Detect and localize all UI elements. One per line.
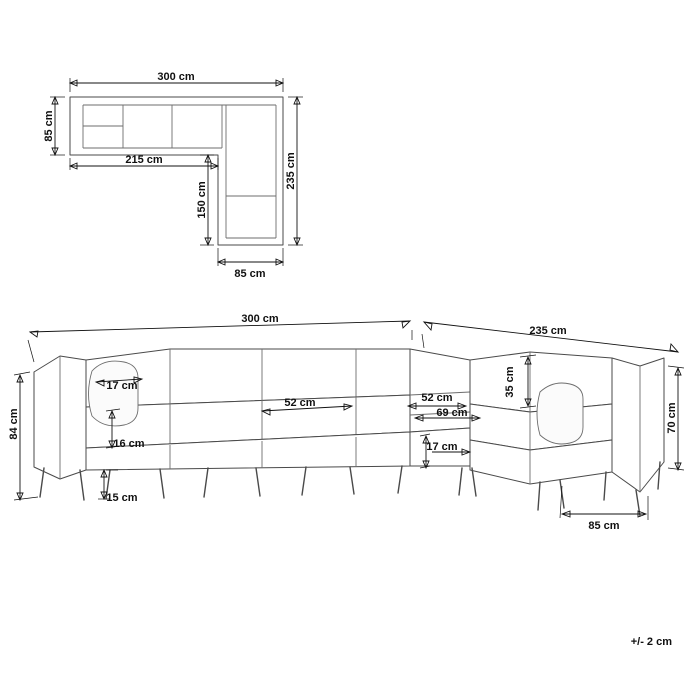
tolerance-note: +/- 2 cm xyxy=(630,636,672,648)
topview-dim-85-left: 85 cm xyxy=(43,110,55,142)
topview-dim-150: 150 cm xyxy=(196,181,208,219)
top-view-plan xyxy=(43,71,303,280)
topview-dim-300: 300 cm xyxy=(157,71,195,83)
dim-235: 235 cm xyxy=(529,325,567,337)
dim-300: 300 cm xyxy=(241,313,279,325)
topview-dim-85-bottom: 85 cm xyxy=(234,268,266,280)
dim-35: 35 cm xyxy=(504,366,516,398)
topview-dim-235: 235 cm xyxy=(285,152,297,190)
dim-52-corner: 52 cm xyxy=(421,392,453,404)
dim-16: 16 cm xyxy=(113,438,145,450)
dim-52-module: 52 cm xyxy=(284,397,316,409)
dim-69: 69 cm xyxy=(436,407,468,419)
dim-70: 70 cm xyxy=(666,402,678,434)
dim-17-bolster: 17 cm xyxy=(106,380,138,392)
dim-85-right: 85 cm xyxy=(588,520,620,532)
perspective-view xyxy=(8,313,684,532)
dim-17-corner: 17 cm xyxy=(426,441,458,453)
dim-84: 84 cm xyxy=(8,408,20,440)
dim-15: 15 cm xyxy=(106,492,138,504)
topview-dim-215: 215 cm xyxy=(125,154,163,166)
